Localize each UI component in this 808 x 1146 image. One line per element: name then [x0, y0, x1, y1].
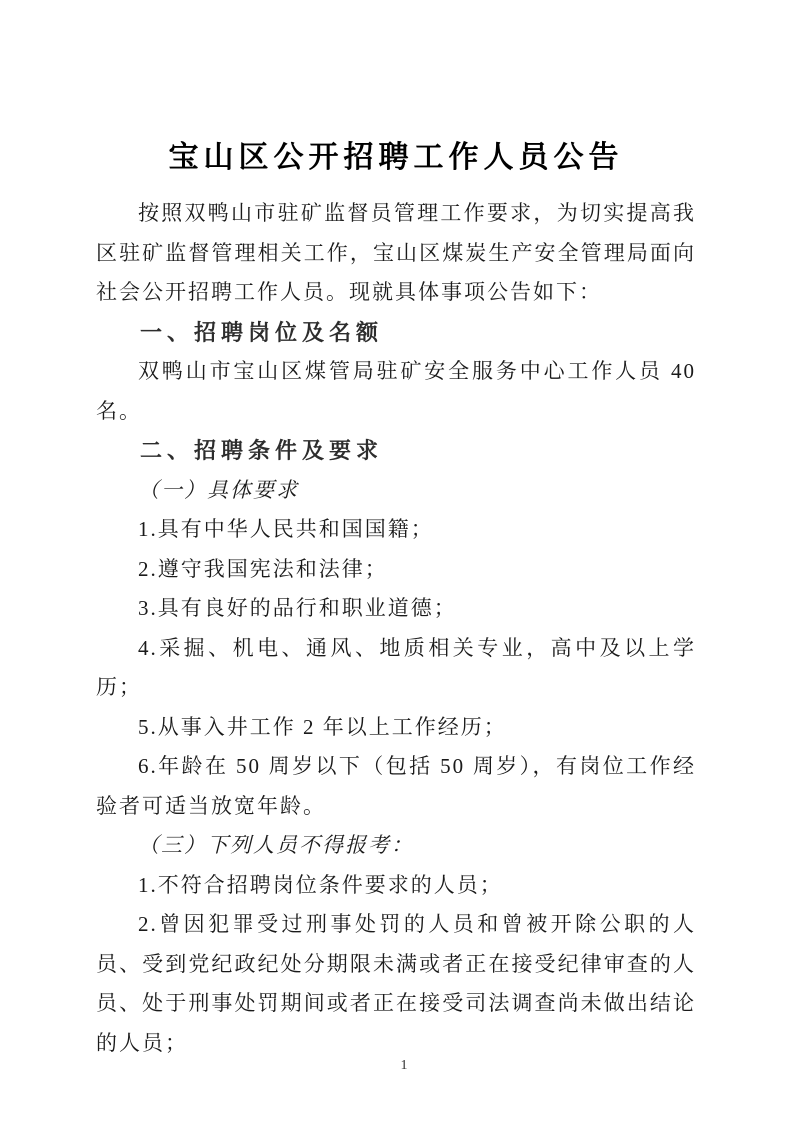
section-2-heading: 二、招聘条件及要求 [140, 438, 384, 463]
requirement-item-1: 1.具有中华人民共和国国籍； [138, 517, 434, 541]
exclusion-item-2: 2.曾因犯罪受过刑事处罚的人员和曾被开除公职的人员、受到党纪政纪处分期限未满或者正在接受纪律审查的人员、处于刑事处罚期间或者正在接受司法调查尚未做出结论的人员； [96, 912, 696, 1055]
subsection-1-heading: （一）具体要求 [138, 477, 299, 502]
exclusion-item-1: 1.不符合招聘岗位条件要求的人员； [138, 872, 503, 897]
intro-paragraph: 按照双鸭山市驻矿监督员管理工作要求，为切实提高我区驻矿监督管理相关工作，宝山区煤炭生产安全管理局面向社会公开招聘工作人员。现就具体事项公告如下： [96, 201, 696, 304]
page-number: 1 [400, 1058, 408, 1073]
requirement-item-3: 3.具有良好的品行和职业道德； [138, 596, 457, 620]
section-1-body: 双鸭山市宝山区煤管局驻矿安全服务中心工作人员 40 名。 [96, 359, 696, 423]
requirement-item-2: 2.遵守我国宪法和法律； [138, 556, 388, 581]
section-1-heading: 一、招聘岗位及名额 [140, 319, 384, 345]
document-title: 宝山区公开招聘工作人员公告 [168, 141, 624, 174]
requirement-item-6: 6.年龄在 50 周岁以下（包括 50 周岁），有岗位工作经验者可适当放宽年龄。 [96, 754, 696, 818]
requirement-item-4: 4.采掘、机电、通风、地质相关专业，高中及以上学历； [96, 635, 696, 699]
subsection-3-heading: （三）下列人员不得报考： [138, 833, 414, 857]
document-content [96, 136, 696, 1063]
requirement-item-5: 5.从事入井工作 2 年以上工作经历； [138, 714, 507, 739]
